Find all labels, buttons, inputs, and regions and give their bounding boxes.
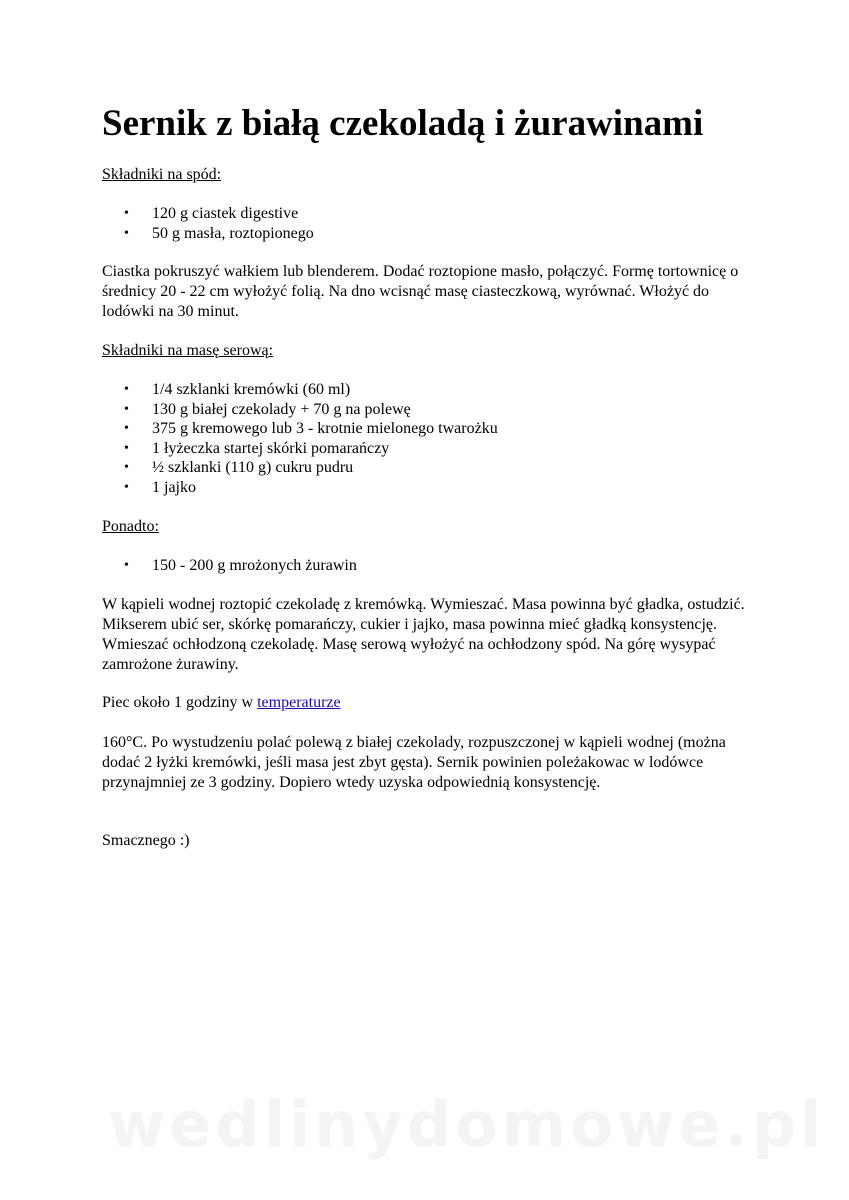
cheese-ingredients-heading: Składniki na masę serową: [102, 342, 274, 359]
bullet-icon: • [124, 401, 129, 417]
cheese-instructions: W kąpieli wodnej roztopić czekoladę z kremówką. Wymieszać. Masa powinna być gładka, ostudzić. Mikserem ubić ser, skórkę pomarańczy, cukier i jajko, masa powinna mieć gładką konsystencję. Wmieszać ochłodzoną czekoladę. Masę serową wyłożyć na ochłodzony spód. Na górę wysypać zamrożone żurawiny. [102, 596, 745, 673]
list-item: • 1 łyżeczka startej skórki pomarańczy [124, 439, 390, 457]
bullet-icon: • [124, 460, 129, 476]
page-title: Sernik z białą czekoladą i żurawinami [102, 103, 704, 144]
extra-ingredients-heading: Ponadto: [102, 518, 159, 535]
bake-prefix: Piec około 1 godziny w [102, 694, 258, 711]
list-item: • 1/4 szklanki kremówki (60 ml) [124, 381, 351, 398]
list-item: • 375 g kremowego lub 3 - krotnie mielonego twarożku [124, 420, 498, 438]
base-ingredients-heading: Składniki na spód: [102, 166, 222, 183]
bullet-icon: • [124, 558, 129, 573]
temperature-link[interactable]: temperaturze [257, 694, 341, 711]
list-item: • 50 g masła, roztopionego [124, 224, 314, 242]
base-instructions: Ciastka pokruszyć wałkiem lub blenderem. Dodać roztopione masło, połączyć. Formę tortownicę o średnicy 20 - 22 cm wyłożyć folią. Na dno wcisnąć masę ciasteczkową, wyrównać. Włożyć do lodówki na 30 minut. [102, 263, 739, 320]
list-item: • 150 - 200 g mrożonych żurawin [124, 557, 357, 574]
list-item: • 120 g ciastek digestive [124, 205, 299, 222]
bullet-icon: • [124, 225, 129, 241]
bullet-icon: • [124, 440, 129, 456]
list-item: • 1 jajko [124, 478, 196, 496]
bullet-icon: • [124, 479, 129, 495]
list-item: • 130 g białej czekolady + 70 g na polewę [124, 400, 411, 418]
bullet-icon: • [124, 421, 129, 437]
bullet-icon: • [124, 206, 129, 221]
base-ingredients-list [102, 204, 762, 243]
closing-text: Smacznego :) [102, 832, 190, 849]
extra-ingredients-list [102, 556, 762, 576]
list-item: • ½ szklanki (110 g) cukru pudru [124, 459, 354, 477]
bake-instructions [102, 693, 341, 713]
cheese-ingredients-list [102, 380, 762, 498]
final-instructions: 160°C. Po wystudzeniu polać polewą z białej czekolady, rozpuszczonej w kąpieli wodnej (można dodać 2 łyżki kremówki, jeśli masa jest zbyt gęsta). Sernik powinien poleżakowac w lodówce przynajmniej ze 3 godziny. Dopiero wtedy uzyska odpowiednią konsystencję. [102, 734, 726, 791]
watermark: wedlinydomowe.pl [108, 1088, 826, 1161]
bullet-icon: • [124, 382, 129, 397]
